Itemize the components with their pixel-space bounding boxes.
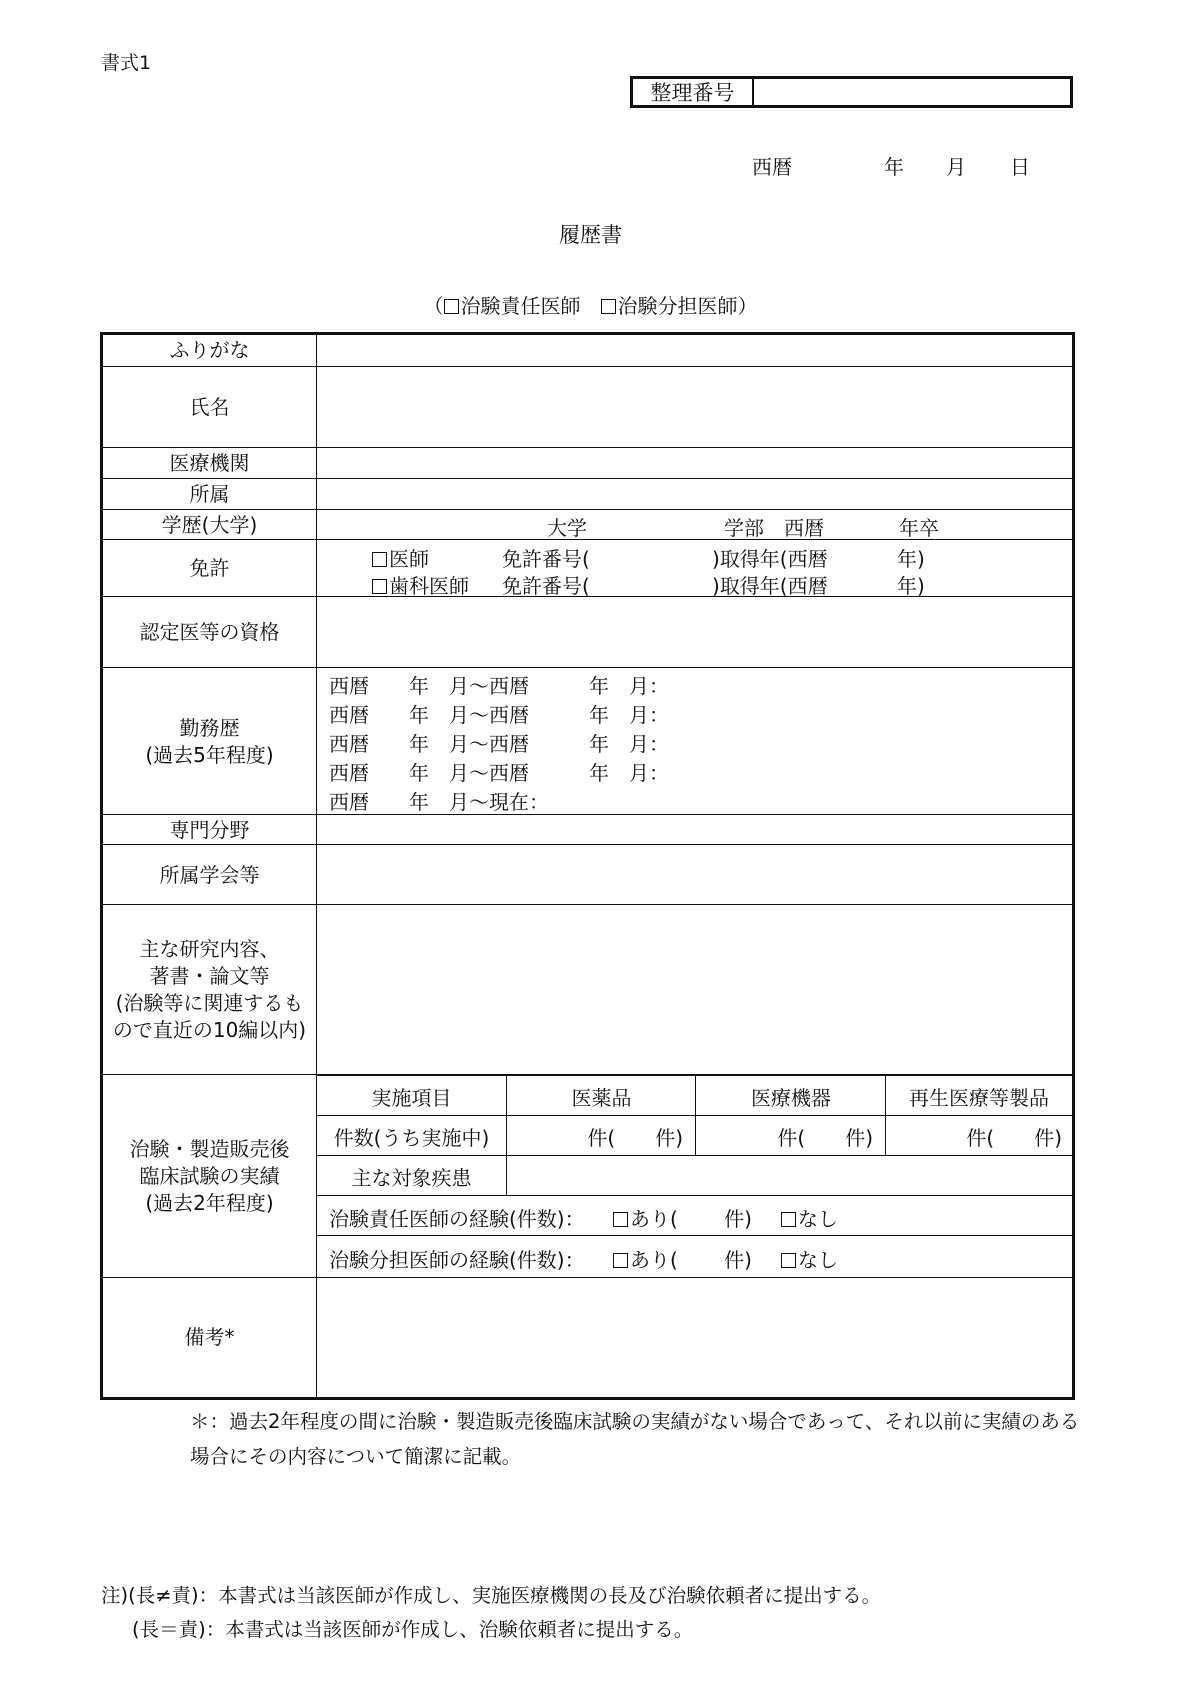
date-day: 日 — [1010, 155, 1030, 179]
research-label-line: 主な研究内容、 — [139, 937, 280, 961]
pi-experience-text: 治験責任医師の経験(件数)： — [329, 1207, 585, 1231]
pi-experience-no — [781, 1203, 838, 1232]
education-faculty: 学部 西暦 — [724, 516, 824, 540]
pi-yes-label: あり( 件) — [630, 1207, 752, 1231]
row-name — [103, 366, 1072, 448]
work-line: 西暦 年 月〜西暦 年 月： — [329, 703, 669, 727]
work-label — [103, 668, 317, 815]
header-item: 実施項目 — [371, 1085, 452, 1110]
row-work-history — [103, 667, 1072, 815]
work-label-sub: (過去5年程度) — [145, 742, 274, 767]
research-label-line: ので直近の10編以内) — [112, 1018, 307, 1042]
education-field[interactable] — [317, 510, 1072, 540]
pi-experience-row — [317, 1195, 1072, 1236]
license-dentist — [372, 570, 469, 599]
name-field[interactable] — [317, 367, 1072, 448]
research-label-line: 著書・論文等 — [149, 964, 270, 988]
work-field[interactable] — [317, 668, 1072, 815]
research-field[interactable] — [317, 905, 1072, 1075]
date-line — [752, 151, 1030, 180]
paren-open: （ — [423, 294, 444, 318]
trials-disease-row — [317, 1155, 1072, 1196]
institution-label: 医療機関 — [103, 448, 317, 479]
role1-checkbox[interactable] — [444, 299, 459, 314]
name-label: 氏名 — [103, 367, 317, 448]
disease-label: 主な対象疾患 — [351, 1165, 472, 1190]
subi-no-checkbox[interactable] — [781, 1253, 796, 1268]
header-devices: 医療機器 — [695, 1076, 886, 1116]
document-title: 履歴書 — [559, 223, 622, 247]
count-regenerative[interactable]: 件( 件) — [885, 1116, 1072, 1156]
certification-field[interactable] — [317, 597, 1072, 668]
resume-table — [100, 332, 1075, 1400]
trials-header-row — [317, 1075, 1072, 1116]
reference-number-label: 整理番号 — [633, 79, 754, 105]
note-line: 注)(長≠責)：本書式は当該医師が作成し、実施医療機関の長及び治験依頼者に提出する。 — [101, 1584, 882, 1607]
row-education — [103, 509, 1072, 540]
row-remarks — [103, 1277, 1072, 1397]
license1-number: 免許番号( — [502, 547, 590, 571]
specialty-label: 専門分野 — [103, 815, 317, 845]
dentist-label: 歯科医師 — [389, 574, 469, 598]
subi-experience-yes — [613, 1244, 752, 1273]
count-label: 件数(うち実施中) — [333, 1125, 490, 1150]
pi-experience-yes — [613, 1203, 752, 1232]
remarks-footnote: ＊：過去2年程度の間に治験・製造販売後臨床試験の実績がない場合であって、それ以前に実績のある場合にその内容について簡潔に記載。 — [190, 1410, 1080, 1468]
row-specialty — [103, 814, 1072, 845]
trials-label — [103, 1075, 317, 1278]
doctor-checkbox[interactable] — [372, 552, 387, 567]
date-year: 年 — [884, 155, 904, 179]
row-certification — [103, 596, 1072, 668]
remarks-label: 備考* — [103, 1278, 317, 1397]
trials-label-line: 治験・製造販売後 — [129, 1137, 290, 1161]
license-field — [317, 540, 1072, 597]
header-regenerative: 再生医療等製品 — [885, 1076, 1072, 1116]
research-label — [103, 905, 317, 1075]
institution-field[interactable] — [317, 448, 1072, 479]
society-field[interactable] — [317, 845, 1072, 905]
work-line: 西暦 年 月〜西暦 年 月： — [329, 761, 669, 785]
role-selection — [0, 290, 1181, 319]
work-line: 西暦 年 月〜西暦 年 月： — [329, 732, 669, 756]
pi-yes-checkbox[interactable] — [613, 1212, 628, 1227]
role2-label: 治験分担医師 — [617, 294, 738, 318]
role1-label: 治験責任医師 — [460, 294, 581, 318]
license1-acquired: )取得年(西暦 — [712, 547, 828, 571]
subi-no-label: なし — [798, 1248, 838, 1272]
note-line: (長＝責)：本書式は当該医師が作成し、治験依頼者に提出する。 — [132, 1618, 694, 1641]
dentist-checkbox[interactable] — [372, 579, 387, 594]
reference-number-field[interactable] — [754, 79, 1070, 105]
pi-no-checkbox[interactable] — [781, 1212, 796, 1227]
role2-checkbox[interactable] — [601, 299, 616, 314]
row-institution — [103, 447, 1072, 479]
row-department — [103, 478, 1072, 510]
education-univ: 大学 — [547, 516, 587, 540]
furigana-field[interactable] — [317, 335, 1072, 366]
row-license — [103, 539, 1072, 597]
trials-label-line: 臨床試験の実績 — [139, 1164, 280, 1188]
department-label: 所属 — [103, 479, 317, 510]
specialty-field[interactable] — [317, 815, 1072, 845]
furigana-label: ふりがな — [103, 335, 317, 366]
education-label: 学歴(大学) — [103, 510, 317, 540]
trials-label-line: (過去2年程度) — [145, 1191, 274, 1215]
trials-count-row — [317, 1115, 1072, 1156]
work-line: 西暦 年 月〜西暦 年 月： — [329, 674, 669, 698]
subi-yes-checkbox[interactable] — [613, 1253, 628, 1268]
work-line: 西暦 年 月〜現在： — [329, 790, 549, 814]
department-field[interactable] — [317, 479, 1072, 510]
license2-acquired: )取得年(西暦 — [712, 574, 828, 598]
society-label: 所属学会等 — [103, 845, 317, 905]
subi-experience-text: 治験分担医師の経験(件数)： — [329, 1248, 585, 1272]
certification-label: 認定医等の資格 — [103, 597, 317, 668]
license1-end: 年) — [897, 547, 925, 571]
row-research — [103, 904, 1072, 1075]
count-drugs[interactable]: 件( 件) — [506, 1116, 695, 1156]
pi-no-label: なし — [798, 1207, 838, 1231]
count-devices[interactable]: 件( 件) — [695, 1116, 885, 1156]
disease-field[interactable] — [506, 1156, 1072, 1196]
work-label-main: 勤務歴 — [179, 715, 240, 740]
remarks-field[interactable] — [317, 1278, 1072, 1397]
form-number-label: 書式1 — [101, 52, 152, 74]
subi-yes-label: あり( 件) — [630, 1248, 752, 1272]
row-trials — [103, 1074, 1072, 1278]
license-label: 免許 — [103, 540, 317, 597]
date-era: 西暦 — [752, 155, 792, 179]
row-furigana — [103, 335, 1072, 366]
license-doctor — [372, 543, 429, 572]
education-grad: 年卒 — [899, 516, 939, 540]
research-label-line: (治験等に関連するも — [115, 991, 304, 1015]
subi-experience-no — [781, 1244, 838, 1273]
license2-number: 免許番号( — [502, 574, 590, 598]
date-month: 月 — [946, 155, 966, 179]
header-drugs: 医薬品 — [506, 1076, 696, 1116]
row-society — [103, 844, 1072, 905]
reference-number-box — [630, 76, 1073, 108]
doctor-label: 医師 — [389, 547, 429, 571]
license2-end: 年) — [897, 574, 925, 598]
paren-close: ） — [737, 294, 758, 318]
subi-experience-row — [317, 1235, 1072, 1279]
